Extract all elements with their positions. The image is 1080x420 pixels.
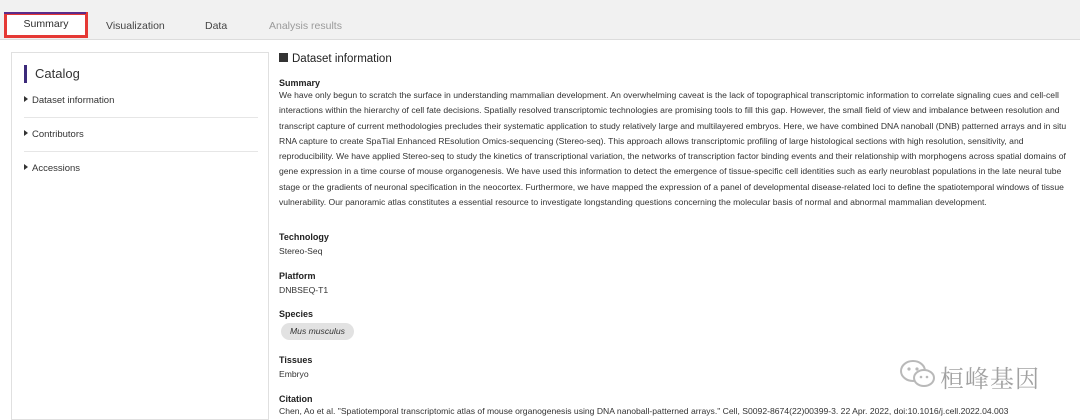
citation-label: Citation [279,394,313,404]
catalog-item-accessions[interactable] [24,152,258,186]
caret-right-icon [24,164,28,170]
square-bullet-icon [279,53,288,62]
citation-text: Chen, Ao et al. "Spatiotemporal transcriptomic atlas of mouse organogenesis using DNA nanoball-patterned arrays." Cell, S0092-8674(22)00399-3. 22 Apr. 2022, doi:10.1016/j.cell.2022.04.003 [279,406,1009,416]
catalog-title: Catalog [24,65,80,83]
catalog-item-label: Accessions [32,163,81,174]
catalog-item-label: Contributors [32,129,84,140]
platform-label: Platform [279,271,316,281]
section-heading [279,52,392,66]
tab-bar [0,0,1080,40]
tissues-value: Embryo [279,369,309,379]
summary-label: Summary [279,78,321,88]
caret-right-icon [24,130,28,136]
species-tag[interactable]: Mus musculus [281,323,354,340]
species-label: Species [279,309,314,319]
caret-right-icon [24,96,28,102]
watermark-text: 桓峰基因 [940,365,1040,393]
tab-data[interactable]: Data [205,20,228,32]
tissues-label: Tissues [279,355,313,365]
catalog-item-contributors[interactable] [24,118,258,152]
catalog-item-label: Dataset information [32,95,115,106]
tab-summary-label[interactable]: Summary [23,18,69,30]
catalog-item-dataset-information[interactable] [24,84,258,118]
wechat-icon [898,356,938,392]
tab-visualization[interactable]: Visualization [106,20,165,32]
platform-value: DNBSEQ-T1 [279,285,329,295]
technology-label: Technology [279,232,329,242]
catalog-panel [11,52,269,420]
technology-value: Stereo-Seq [279,246,323,256]
section-title: Dataset information [292,53,392,65]
summary-text: We have only begun to scratch the surface in understanding mammalian development. An overwhelming caveat is the lack of topographical transcriptomic information to correlate signaling cues and cell-cell interactions within the hierarchy of cell fate decisions. Spatially resolved transcriptomic technologies are promising tools to fill this gap. However, the small field of view and imbalance between resolution and transcript capture of current methodologies precludes their systematic application to study relatively large and multilayered embryos. Here, we have combined DNA nanoball (DNB) patterned arrays and in situ RNA capture to create SpaTial Enhanced REsolution Omics-sequencing (Stereo-seq). This approach allows transcriptomic profiling of large histological sections with high resolution, sensitivity, and reproducibility. We have applied Stereo-seq to study the kinetics of transcriptional variation, the networks of transcription factor binding events and their relationship with morphogens across spatial domains of gene expression in a time course of mouse organogenesis. We have used this information to detect the emergence of tissue-specific cell identities such as early neuroblast populations in the late neural tube stage or the gradients of neuronal specification in the neocortex. Furthermore, we have mapped the expression of a panel of developmental disease-related loci to define the spatiotemporal windows of tissue vulnerability. Our panoramic atlas constitutes a essential resource to investigate longstanding questions concerning the molecular basis of normal and abnormal mammalian development. [279,90,1067,208]
tab-analysis-results[interactable]: Analysis results [269,20,342,32]
